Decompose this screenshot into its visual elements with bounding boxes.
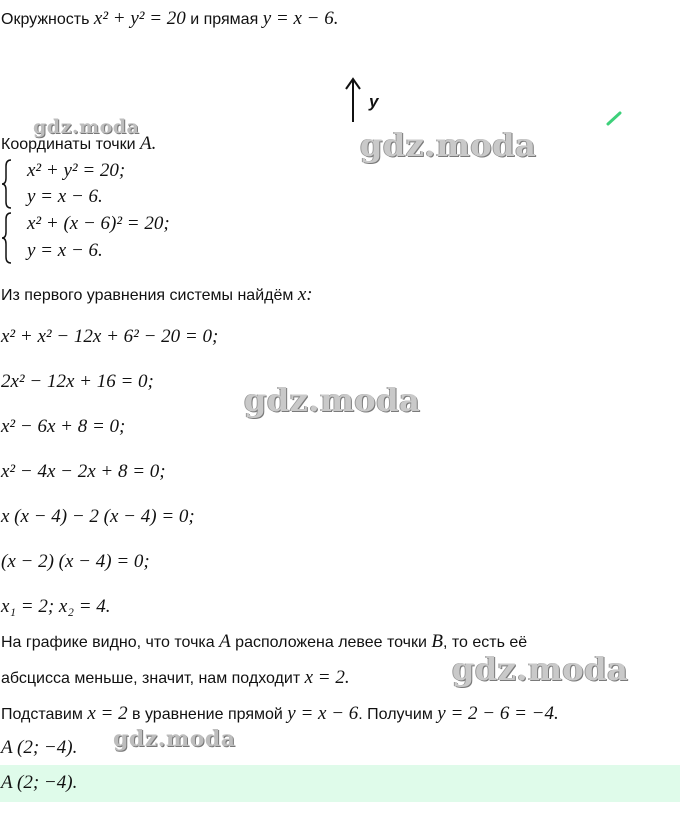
reasoning-line-1 [1, 631, 527, 653]
watermark: gdz.moda [113, 726, 236, 752]
reasoning-line-2 [1, 667, 350, 689]
green-mark-icon [606, 110, 622, 126]
reasoning-text: На графике видно, что точка [1, 634, 220, 651]
watermark: gdz.moda [244, 381, 421, 419]
step-var: x: [297, 284, 313, 305]
system2-eq2: y = x − 6. [27, 240, 103, 261]
coords-text: Координаты точки [1, 136, 140, 153]
roots-line: x₁ = 2; x₂ = 4. [1, 596, 111, 617]
point-a-label: A. [140, 133, 157, 154]
watermark: gdz.moda [33, 116, 140, 138]
intro-mid-text: и прямая [185, 11, 263, 28]
substitute-text: Подставим [1, 706, 88, 723]
intro-line [1, 8, 338, 30]
y-axis-label: y [369, 92, 379, 111]
substitute-line [1, 703, 559, 725]
system1-eq1: x² + y² = 20; [27, 160, 126, 181]
equation-line: 2x² − 12x + 16 = 0; [1, 371, 154, 392]
substitute-eq: y = 2 − 6 = −4. [437, 703, 559, 724]
reasoning-text: абсцисса меньше, значит, нам подходит [1, 670, 305, 687]
system-brace [1, 158, 13, 215]
point-a-label: A [219, 631, 231, 652]
equation-line: x² − 4x − 2x + 8 = 0; [1, 461, 166, 482]
equation-line: x² + x² − 12x + 6² − 20 = 0; [1, 326, 219, 347]
substitute-eq: x = 2 [87, 703, 128, 724]
watermark: gdz.moda [452, 650, 629, 688]
substitute-eq: y = x − 6 [287, 703, 359, 724]
point-b-label: B [431, 631, 444, 652]
step-text: Из первого уравнения системы найдём [1, 287, 298, 304]
answer-text: A (2; −4). [1, 772, 78, 793]
step-line [1, 284, 313, 306]
circle-equation: x² + y² = 20 [93, 8, 186, 29]
equation-line: (x − 2) (x − 4) = 0; [1, 551, 150, 572]
system2-eq1: x² + (x − 6)² = 20; [27, 213, 170, 234]
reasoning-text: , то есть её [443, 634, 528, 651]
point-result: A (2; −4). [1, 737, 78, 758]
intro-text: Окружность [1, 11, 94, 28]
substitute-text: в уравнение прямой [127, 706, 288, 723]
watermark: gdz.moda [360, 126, 537, 164]
equation-line: x (x − 4) − 2 (x − 4) = 0; [1, 506, 195, 527]
chosen-root: x = 2. [304, 667, 350, 688]
reasoning-text: расположена левее точки [230, 634, 432, 651]
system1-eq2: y = x − 6. [27, 186, 103, 207]
coords-heading [1, 133, 156, 155]
substitute-text: . Получим [358, 706, 438, 723]
equation-line: x² − 6x + 8 = 0; [1, 416, 126, 437]
y-axis-arrow-icon [345, 76, 361, 129]
answer-box [0, 765, 680, 802]
line-equation: y = x − 6. [262, 8, 339, 29]
system-brace [1, 211, 13, 270]
